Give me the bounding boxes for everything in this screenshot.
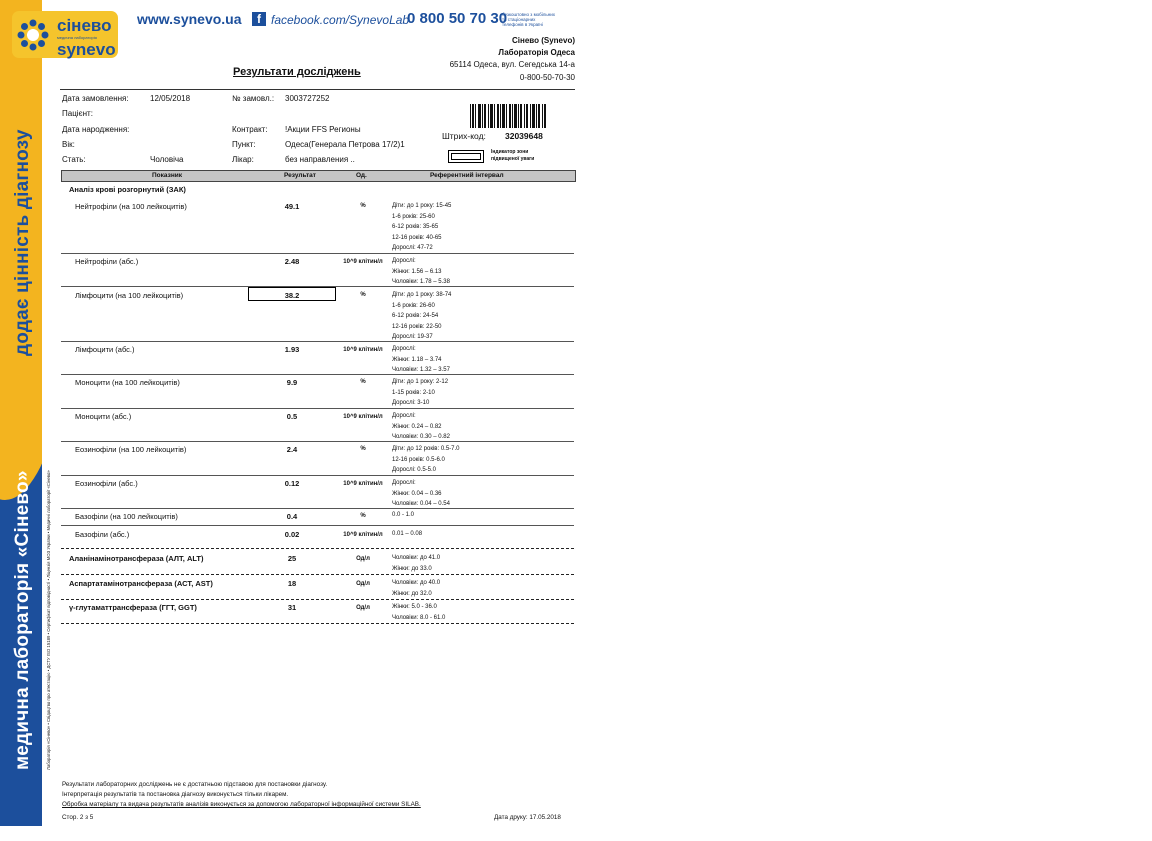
row-name: Еозинофіли (абс.) (75, 479, 138, 488)
row-result: 31 (287, 603, 297, 612)
row-unit: 10^9 клітин/л (343, 481, 383, 487)
contract-value: !Акции FFS Регионы (285, 125, 361, 134)
print-date: Дата друку: 17.05.2018 (494, 814, 561, 821)
row-result: 38.2 (284, 291, 300, 300)
row-unit: % (360, 292, 366, 298)
sidebar-slogan: додає цінність діагнозу (12, 129, 33, 356)
hotline-note: безкоштовно з мобільних та стаціонарних телефонів в Україні (502, 12, 555, 27)
row-reference: Дорослі: Жінки: 0.24 – 0.82 Чоловіки: 0.30 – 0.82 (392, 413, 450, 441)
row-reference: Жінки: 5.0 - 36.0 Чоловіки: 8.0 - 61.0 (392, 604, 446, 621)
row-unit: % (360, 379, 366, 385)
section-divider (61, 623, 574, 624)
row-reference: Чоловіки: до 41.0 Жінки: до 33.0 (392, 555, 441, 572)
facebook-link[interactable]: facebook.com/SynevoLab (271, 13, 410, 27)
row-result: 25 (287, 554, 297, 563)
flower-logo-icon (17, 19, 49, 51)
row-reference: Дорослі: Жінки: 0.04 – 0.36 Чоловіки: 0.04 – 0.54 (392, 480, 450, 508)
attention-indicator-label: Індикатор зони підвищеної уваги (491, 149, 535, 162)
row-divider (61, 253, 574, 254)
order-date-label: Дата замовлення: (62, 94, 129, 103)
row-name: Еозинофіли (на 100 лейкоцитів) (75, 445, 187, 454)
row-name: Нейтрофіли (абс.) (75, 257, 139, 266)
row-unit: % (360, 203, 366, 209)
row-name: γ-глутаматтрансфераза (ГГТ, GGT) (69, 603, 197, 612)
legal-vertical-strip: Лабораторія «Сінево» • Свідоцтво про атестацію • ДСТУ ISO 15189 • Сертифікат відповідності • Ліцензія МОЗ України • Медичні лабораторії «Сінево» (46, 470, 51, 770)
section-title: Аналіз крові розгорнутий (ЗАК) (69, 185, 186, 194)
row-result: 18 (287, 579, 297, 588)
lab-phone: 0-800-50-70-30 (519, 73, 575, 82)
point-label: Пункт: (232, 140, 256, 149)
website-link[interactable]: www.synevo.ua (137, 11, 242, 27)
logo-word-cyrillic: сінево (57, 16, 112, 35)
point-value: Одеса(Генерала Петрова 17/2)1 (285, 140, 405, 149)
lab-branch: Лабораторія Одеса (498, 48, 575, 57)
row-result: 0.02 (284, 530, 300, 539)
row-name: Лімфоцити (абс.) (75, 345, 135, 354)
order-no-label: № замовл.: (232, 94, 275, 103)
row-reference: 0.0 - 1.0 (392, 512, 415, 518)
sex-label: Стать: (62, 155, 86, 164)
barcode-icon (470, 104, 550, 128)
title-divider (60, 89, 575, 90)
section-divider (61, 574, 574, 575)
doctor-value: без направления .. (285, 155, 355, 164)
row-name: Базофіли (абс.) (75, 530, 130, 539)
row-unit: % (360, 513, 366, 519)
row-name: Нейтрофіли (на 100 лейкоцитів) (75, 202, 187, 211)
hotline-phone: 0 800 50 70 30 (407, 10, 508, 27)
row-name: Лімфоцити (на 100 лейкоцитів) (75, 291, 184, 300)
row-result: 0.12 (284, 479, 300, 488)
col-unit: Од. (356, 172, 367, 179)
row-name: Аспартатамінотрансфераза (АСТ, AST) (69, 579, 213, 588)
contract-label: Контракт: (232, 125, 268, 134)
results-table-header (61, 170, 576, 182)
row-result: 9.9 (286, 378, 298, 387)
row-reference: Діти: до 1 року: 15-45 1-6 років: 25-60 6-12 років: 35-65 12-16 років: 40-65 Дорослі: 47-72 (392, 203, 452, 252)
row-reference: 0.01 – 0.08 (392, 531, 423, 537)
row-result: 2.48 (284, 257, 300, 266)
row-name: Моноцити (абс.) (75, 412, 132, 421)
row-unit: % (360, 446, 366, 452)
lab-address: 65114 Одеса, вул. Сегедська 14-а (449, 60, 575, 69)
page-title: Результати досліджень (233, 66, 361, 78)
section-divider (61, 548, 574, 549)
row-divider (61, 475, 574, 476)
synevo-logo (12, 11, 118, 58)
footer-disclaimer-1: Результати лабораторних досліджень не є достатньою підставою для постановки діагнозу. (62, 781, 328, 788)
row-result: 0.4 (286, 512, 298, 521)
col-reference: Референтний інтервал (430, 172, 504, 179)
col-result: Результат (284, 172, 316, 179)
row-unit: 10^9 клітин/л (343, 347, 383, 353)
row-reference: Дорослі: Жінки: 1.56 – 6.13 Чоловіки: 1.78 – 5.38 (392, 258, 450, 286)
logo-word-latin: synevo (57, 40, 116, 59)
row-reference: Діти: до 1 року: 38-74 1-6 років: 26-60 6-12 років: 24-54 12-16 років: 22-50 Дорослі: 19-37 (392, 292, 452, 341)
row-result: 49.1 (284, 202, 300, 211)
row-name: Базофіли (на 100 лейкоцитів) (75, 512, 178, 521)
facebook-icon[interactable]: f (252, 12, 266, 26)
row-name: Аланінамінотрансфераза (АЛТ, ALT) (69, 554, 204, 563)
row-divider (61, 374, 574, 375)
row-divider (61, 441, 574, 442)
footer-disclaimer-3: Обробка матеріалу та видача результатів аналізів виконується за допомогою лабораторної інформаційної системи SILAB. (62, 801, 421, 808)
row-reference: Чоловіки: до 40.0 Жінки: до 32.0 (392, 580, 441, 597)
row-divider (61, 341, 574, 342)
order-date: 12/05/2018 (150, 94, 191, 103)
section-divider (61, 599, 574, 600)
row-divider (61, 408, 574, 409)
sidebar-tagline: медична лабораторія «Сінево» (12, 470, 33, 770)
row-result: 0.5 (286, 412, 298, 421)
row-unit: 10^9 клітин/л (343, 414, 383, 420)
row-unit: Од/л (356, 605, 370, 611)
birth-date-label: Дата народження: (62, 125, 130, 134)
row-unit: Од/л (356, 581, 370, 587)
row-reference: Дорослі: Жінки: 1.18 – 3.74 Чоловіки: 1.32 – 3.57 (392, 346, 450, 374)
lab-name: Сінево (Synevo) (512, 36, 575, 45)
row-unit: 10^9 клітин/л (343, 532, 383, 538)
patient-label: Пацієнт: (62, 109, 93, 118)
brand-sidebar (0, 0, 42, 826)
row-unit: 10^9 клітин/л (343, 259, 383, 265)
logo-small-text: медична лабораторія (57, 35, 97, 40)
page-number: Стор. 2 з 5 (62, 814, 94, 821)
sex-value: Чоловіча (150, 155, 184, 164)
col-parameter: Показник (152, 172, 182, 179)
row-unit: Од/л (356, 556, 370, 562)
row-divider (61, 525, 574, 526)
row-reference: Діти: до 1 року: 2-12 1-15 років: 2-10 Дорослі: 3-10 (392, 379, 449, 407)
order-no: 3003727252 (285, 94, 330, 103)
row-result: 2.4 (286, 445, 298, 454)
row-result: 1.93 (284, 345, 300, 354)
barcode-number: 32039648 (505, 131, 543, 141)
age-label: Вік: (62, 140, 75, 149)
row-reference: Діти: до 12 років: 0.5-7.0 12-16 років: 0.5-6.0 Дорослі: 0.5-5.0 (392, 446, 460, 474)
row-name: Моноцити (на 100 лейкоцитів) (75, 378, 180, 387)
doctor-label: Лікар: (232, 155, 254, 164)
barcode-label: Штрих-код: (442, 131, 486, 141)
attention-indicator-box (448, 150, 484, 163)
row-divider (61, 508, 574, 509)
footer-disclaimer-2: Інтерпретація результатів та постановка діагнозу виконується тільки лікарем. (62, 791, 289, 798)
